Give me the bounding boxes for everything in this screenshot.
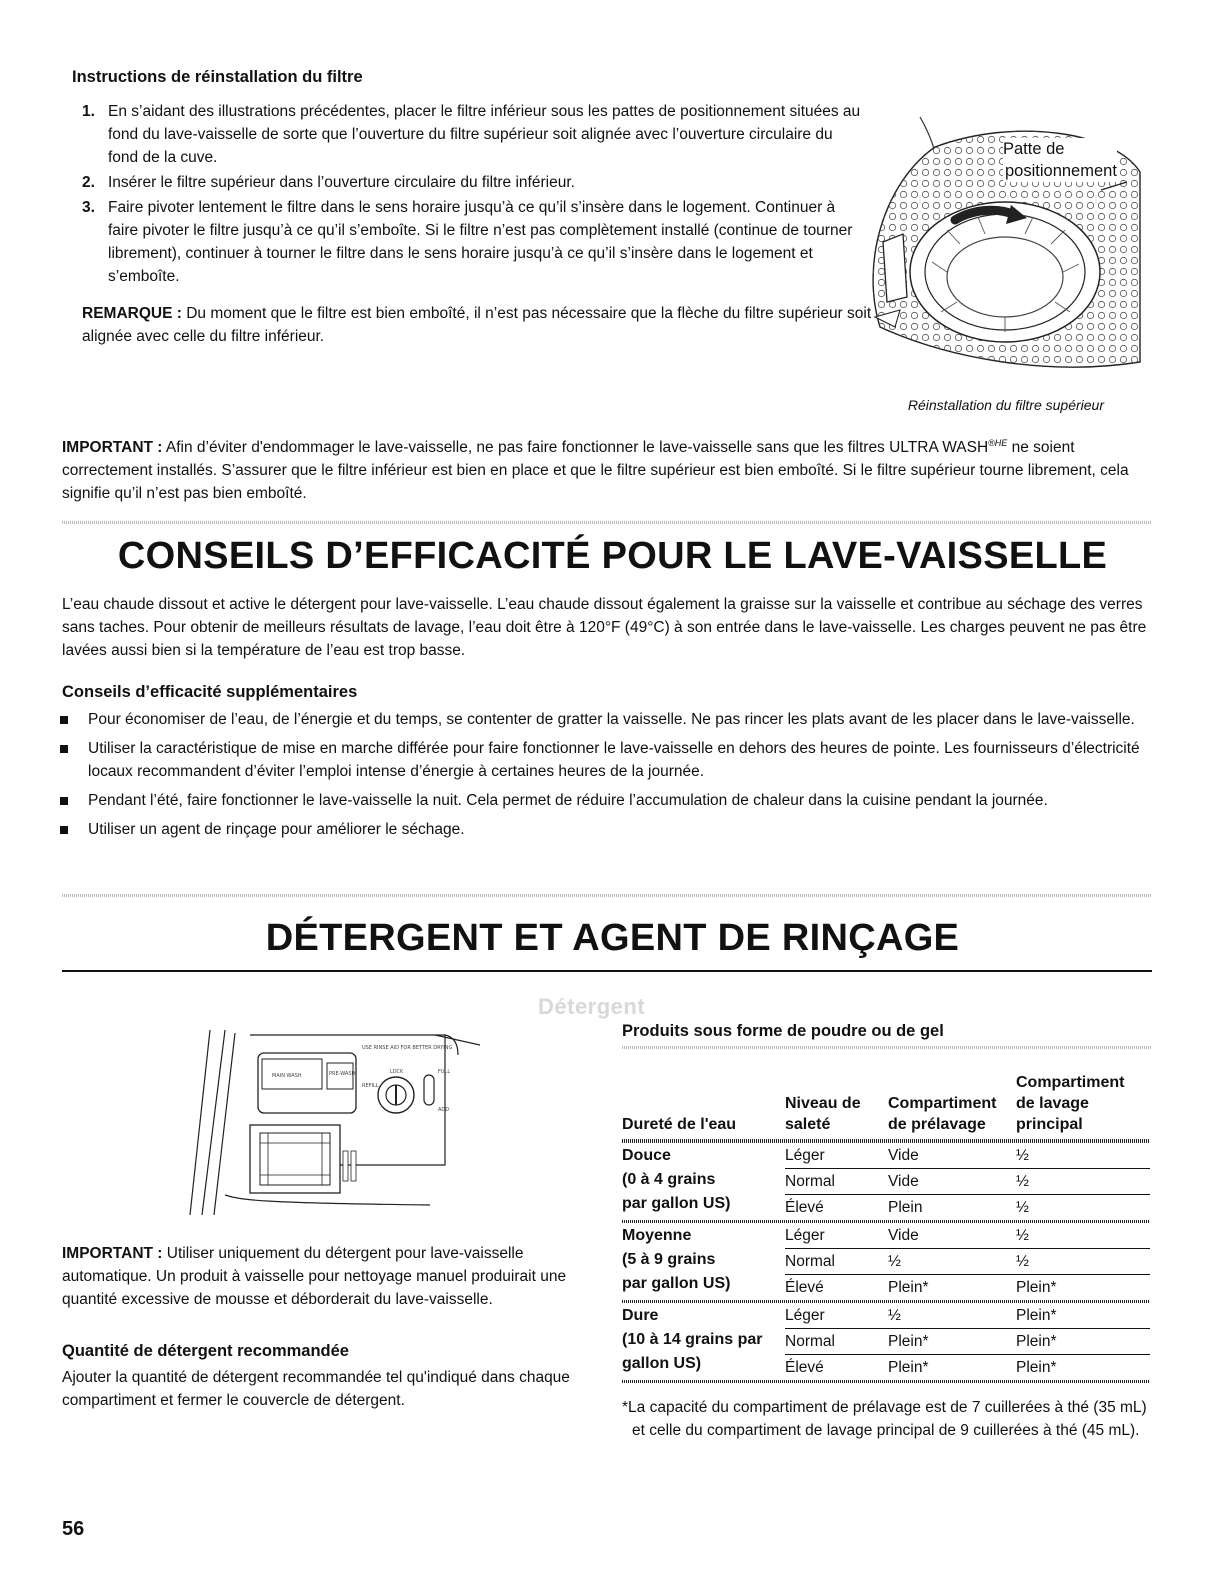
- efficiency-tips: [58, 708, 1152, 847]
- detergent-ghost-heading: Détergent: [538, 994, 646, 1019]
- list-item: Pendant l’été, faire fonctionner le lave-vaisselle la nuit. Cela permet de réduire l’accumulation de chaleur dans la cuisine pendant la journée.: [58, 789, 1152, 812]
- table-row: Dure (10 à 14 grains par gallon US) Léger ½ Plein*: [622, 1303, 1150, 1329]
- lock-label: LOCK: [390, 1069, 404, 1075]
- table-header-row: [622, 1072, 1150, 1139]
- full-label: FULL: [438, 1069, 451, 1075]
- list-item: Utiliser la caractéristique de mise en marche différée pour faire fonctionner le lave-vaisselle en dehors des heures de pointe. Les fournisseurs d’électricité locaux recommandent d’éviter l’emploi intense d’énergie à certaines heures de la journée.: [58, 737, 1152, 783]
- figure-label: Patte de positionnement: [1003, 140, 1117, 180]
- table-row: Élevé Plein* Plein*: [622, 1355, 1150, 1381]
- step-item: 1. En s’aidant des illustrations précédentes, placer le filtre inférieur sous les pattes de positionnement situées au fond du lave-vaisselle de sorte que l’ouverture du filtre supérieur soit alignée avec l’ouverture circulaire du fond de la cuve.: [82, 103, 861, 166]
- col-soil: Niveau de saleté: [785, 1095, 861, 1133]
- table-row: Normal Vide ½: [622, 1169, 1150, 1195]
- section-divider: [62, 894, 1152, 897]
- hardness-cell: Douce (0 à 4 grains par gallon US): [622, 1147, 731, 1212]
- efficiency-subheading: Conseils d’efficacité supplémentaires: [62, 683, 358, 701]
- qty-text: Ajouter la quantité de détergent recommandée tel qu'indiqué dans chaque compartiment et fermer le couvercle de détergent.: [62, 1369, 570, 1409]
- table-footnote: *La capacité du compartiment de prélavage est de 7 cuillerées à thé (35 mL) et celle du compartiment de lavage principal de 9 cuillerées à thé (45 mL).: [622, 1399, 1147, 1439]
- detergent-table: [622, 1072, 1150, 1383]
- col-hardness: Dureté de l'eau: [622, 1116, 737, 1133]
- dispenser-illustration: [180, 1025, 480, 1225]
- efficiency-title: CONSEILS D’EFFICACITÉ POUR LE LAVE-VAISSELLE: [117, 535, 1108, 577]
- important-note: IMPORTANT : Afin d’éviter d'endommager le lave-vaisselle, ne pas faire fonctionner le lave-vaisselle sans que les filtres ULTRA $WASH^{®HE}$ ne soient correctement installés. S’assurer que le filtre inférieur est bien en place et que le filtre supérieur est bien emboîté. Si le filtre supérieur tourne librement, cela signifie qu’il n’est pas bien emboîté.: [62, 438, 1129, 503]
- rinse-aid-label: USE RINSE AID FOR BETTER DRYING: [362, 1045, 453, 1051]
- table-row: Douce (0 à 4 grains par gallon US) Léger Vide ½: [622, 1143, 1150, 1169]
- col-mainwash: Compartiment de lavage principal: [1016, 1074, 1125, 1133]
- figure-caption: Réinstallation du filtre supérieur: [907, 397, 1104, 413]
- refill-label: REFILL: [362, 1083, 379, 1089]
- step-item: 2. Insérer le filtre supérieur dans l’ouverture circulaire du filtre inférieur.: [82, 174, 575, 191]
- table-row: Normal Plein* Plein*: [622, 1329, 1150, 1355]
- step-item: 3. Faire pivoter lentement le filtre dans le sens horaire jusqu’à ce qu’il s’insère dans le logement. Continuer à faire pivoter le filtre jusqu’à ce qu’il s’emboîte. Si le filtre n’est pas complètement installé (continue de tourner librement), continuer à tourner le filtre dans le sens horaire jusqu’à ce qu’il s’insère dans le logement et s’emboîte.: [82, 199, 853, 285]
- hardness-cell: Moyenne (5 à 9 grains par gallon US): [622, 1227, 731, 1292]
- section-divider: [62, 521, 1152, 524]
- list-item: Utiliser un agent de rinçage pour améliorer le séchage.: [58, 818, 1152, 841]
- table-row: Normal ½ ½: [622, 1249, 1150, 1275]
- table-heading-rule: [622, 1046, 1152, 1049]
- detergent-important: IMPORTANT : Utiliser uniquement du détergent pour lave-vaisselle automatique. Un produit à vaisselle pour nettoyage manuel produirait une quantité excessive de mousse et déborderait du lave-vaisselle.: [62, 1245, 567, 1308]
- table-row: Élevé Plein* Plein*: [622, 1275, 1150, 1301]
- pre-wash-label: PRE-WASH: [329, 1071, 356, 1077]
- page-number: 56: [62, 1518, 85, 1540]
- main-wash-label: MAIN WASH: [272, 1073, 302, 1079]
- list-item: Pour économiser de l’eau, de l’énergie et du temps, se contenter de gratter la vaisselle. Ne pas rincer les plats avant de les placer dans le lave-vaisselle.: [58, 708, 1152, 731]
- efficiency-intro: L’eau chaude dissout et active le détergent pour lave-vaisselle. L’eau chaude dissout également la graisse sur la vaisselle et contribue au séchage des verres sans taches. Pour obtenir de meilleurs résultats de lavage, l’eau doit être à 120°F (49°C) à son entrée dans le lave-vaisselle. Les charges peuvent ne pas être lavées aussi bien si la température de l’eau est trop basse.: [62, 596, 1147, 659]
- filter-note: REMARQUE : Du moment que le filtre est bien emboîté, il n’est pas nécessaire que la flèche du filtre supérieur soit alignée avec celle du filtre inférieur.: [82, 305, 872, 345]
- table-heading: Produits sous forme de poudre ou de gel: [622, 1022, 944, 1040]
- hardness-cell: Dure (10 à 14 grains par gallon US): [622, 1307, 763, 1372]
- qty-heading: Quantité de détergent recommandée: [62, 1342, 349, 1360]
- filter-steps: [64, 100, 864, 290]
- detergent-title: DÉTERGENT ET AGENT DE RINÇAGE: [265, 917, 960, 959]
- title-rule: [62, 970, 1152, 972]
- col-prewash: Compartiment de prélavage: [888, 1095, 997, 1133]
- table-row: Moyenne (5 à 9 grains par gallon US) Léger Vide ½: [622, 1223, 1150, 1249]
- table-row: Élevé Plein ½: [622, 1195, 1150, 1221]
- add-label: ADD: [438, 1107, 450, 1113]
- filter-heading: Instructions de réinstallation du filtre: [72, 68, 363, 86]
